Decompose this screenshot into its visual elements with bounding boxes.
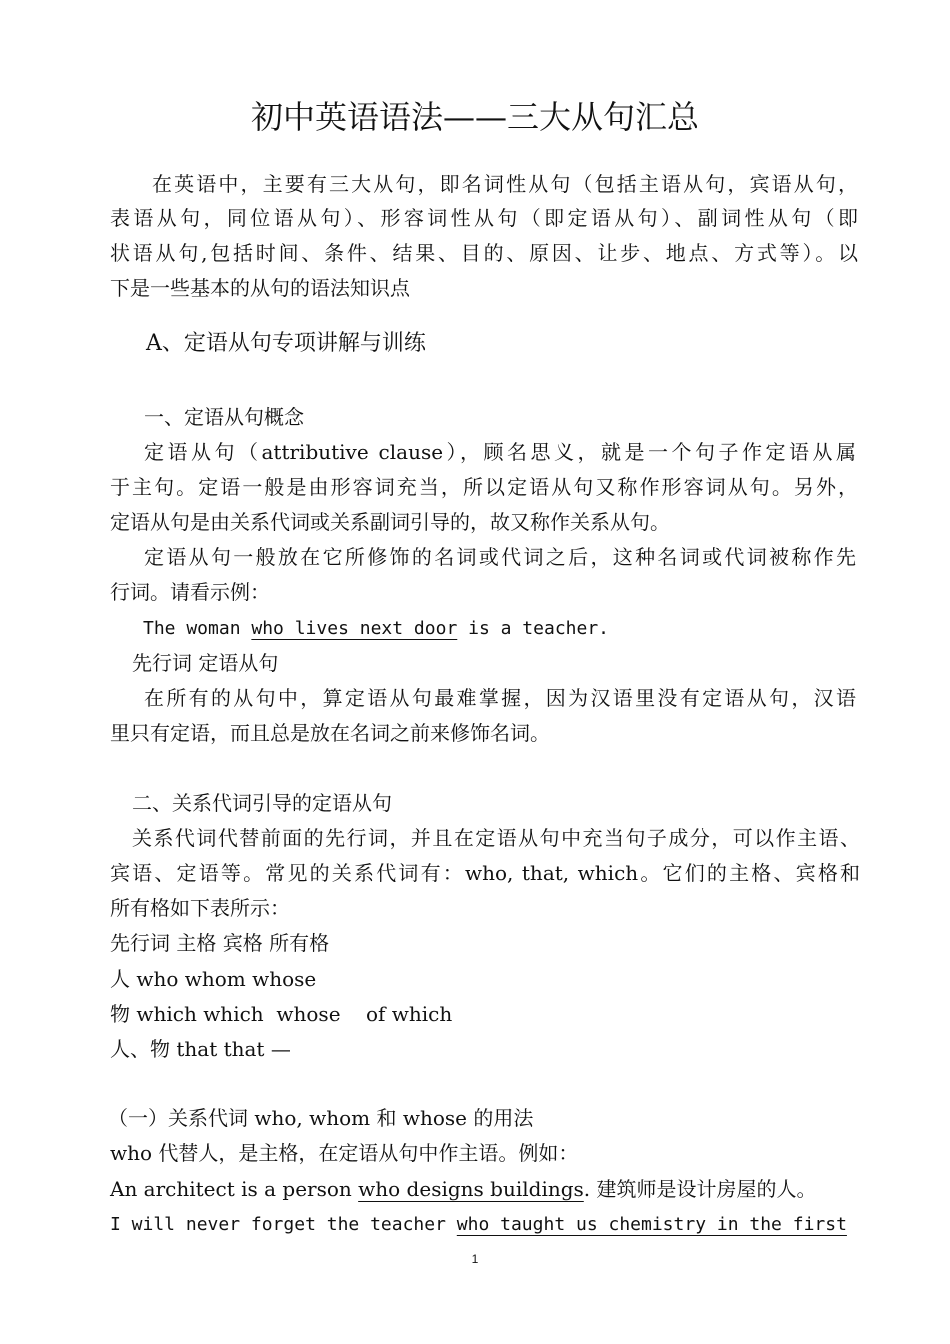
page-number: 1 xyxy=(471,1252,479,1266)
part1-p1-line-3: 定语从句是由关系代词或关系副词引导的，故又称作关系从句。 xyxy=(110,510,670,534)
example-sentence xyxy=(143,617,609,641)
part1-p1-line-1: 定语从句（attributive clause），顾名思义，就是一个句子作定语从属 xyxy=(144,440,856,464)
example-1-pre: An architect is a person xyxy=(110,1177,359,1201)
example-2-clause: who taught us chemistry in the first xyxy=(456,1214,847,1235)
part1-p3-line-1: 在所有的从句中，算定语从句最难掌握，因为汉语里没有定语从句，汉语 xyxy=(144,686,856,710)
intro-line-4: 下是一些基本的从句的语法知识点 xyxy=(110,276,410,300)
example-2-pre: I will never forget the teacher xyxy=(110,1214,457,1235)
part2-heading: 二、关系代词引导的定语从句 xyxy=(132,791,392,815)
part2-p1-line-2: 宾语、定语等。常见的关系代词有：who, that, which。它们的主格、宾格和 xyxy=(110,861,860,885)
pronoun-table-row-2: 物 which which whose of which xyxy=(110,1002,453,1026)
example-1 xyxy=(110,1177,817,1201)
part1-heading: 一、定语从句概念 xyxy=(144,405,304,429)
part2-p1-line-1: 关系代词代替前面的先行词，并且在定语从句中充当句子成分，可以作主语、 xyxy=(132,826,860,850)
pronoun-table-header: 先行词 主格 宾格 所有格 xyxy=(110,931,330,955)
example-1-clause: who designs buildings xyxy=(358,1177,584,1201)
part1-p2-line-1: 定语从句一般放在它所修饰的名词或代词之后，这种名词或代词被称作先 xyxy=(144,545,856,569)
example-2 xyxy=(110,1213,847,1237)
part1-p1-line-2: 于主句。定语一般是由形容词充当，所以定语从句又称作形容词从句。另外， xyxy=(110,475,858,499)
section-a-heading: A、定语从句专项讲解与训练 xyxy=(146,331,426,356)
example-post: is a teacher. xyxy=(457,618,609,639)
part3-line-1: who 代替人，是主格，在定语从句中作主语。例如： xyxy=(110,1141,579,1165)
part2-p1-line-3: 所有格如下表所示： xyxy=(110,896,290,920)
intro-line-1: 在英语中，主要有三大从句，即名词性从句（包括主语从句，宾语从句， xyxy=(152,172,858,196)
intro-line-2: 表语从句，同位语从句）、形容词性从句（即定语从句）、副词性从句（即 xyxy=(110,206,858,230)
example-clause: who lives next door xyxy=(251,618,458,639)
intro-line-3: 状语从句,包括时间、条件、结果、目的、原因、让步、地点、方式等）。以 xyxy=(110,241,858,265)
part3-heading: （一）关系代词 who, whom 和 whose 的用法 xyxy=(108,1106,534,1130)
example-1-post: . 建筑师是设计房屋的人。 xyxy=(583,1177,817,1201)
example-labels: 先行词 定语从句 xyxy=(132,651,279,675)
part1-p3-line-2: 里只有定语，而且总是放在名词之前来修饰名词。 xyxy=(110,721,550,745)
example-pre: The woman xyxy=(143,618,252,639)
pronoun-table-row-3: 人、物 that that — xyxy=(110,1037,291,1061)
page-title: 初中英语语法——三大从句汇总 xyxy=(250,98,699,136)
pronoun-table-row-1: 人 who whom whose xyxy=(110,967,317,991)
part1-p2-line-2: 行词。请看示例： xyxy=(110,580,270,604)
